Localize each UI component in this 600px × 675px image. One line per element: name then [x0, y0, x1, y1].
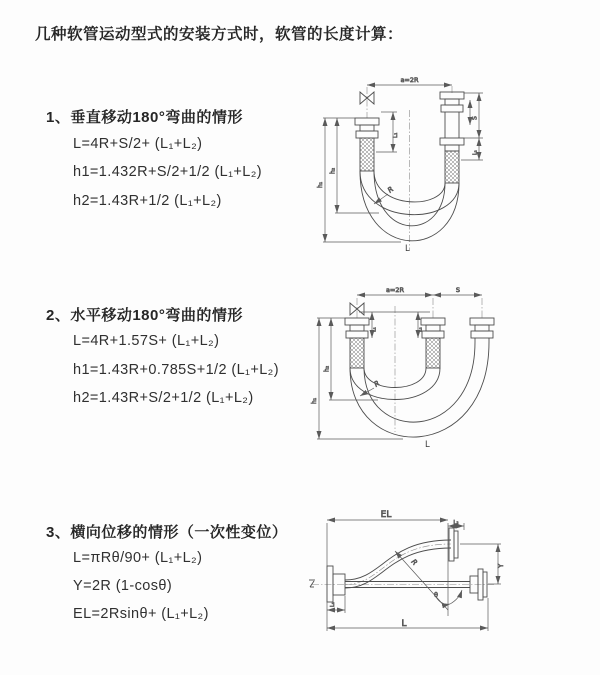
- middle-hose-fitting: [421, 318, 445, 368]
- dim-label-theta: θ: [434, 591, 438, 599]
- formula-line: L=4R+1.57S+ (L₁+L₂): [73, 333, 220, 349]
- dim-label-h2: h₂: [329, 167, 337, 174]
- dim-label-h2: h₂: [323, 365, 331, 372]
- left-hose-fitting: [355, 118, 379, 171]
- dim-label-l: L: [401, 619, 407, 629]
- formula-line: L=πRθ/90+ (L₁+L₂): [73, 550, 203, 566]
- dimension-a-2r: [357, 286, 433, 295]
- dimension-l1-fitting: [376, 112, 399, 152]
- dimension-s-stroke: [464, 93, 483, 138]
- dim-label-el: EL: [380, 510, 392, 520]
- upper-right-flange: [449, 528, 458, 561]
- dimension-l-total: [327, 598, 488, 631]
- dim-label-r: R: [409, 557, 419, 567]
- radius-leader: [360, 379, 381, 396]
- dim-label-l-total: L: [405, 244, 410, 254]
- dim-label-l2: L₂: [472, 150, 479, 155]
- dimension-y: [460, 544, 505, 584]
- section2-heading: 2、水平移动180°弯曲的情形: [46, 307, 243, 324]
- formula-line: h2=1.43R+S/2+1/2 (L₁+L₂): [73, 390, 254, 406]
- formula-line: h1=1.43R+0.785S+1/2 (L₁+L₂): [73, 362, 279, 378]
- hose-u-curves: [360, 171, 459, 241]
- dim-label-l2: L₂: [417, 327, 424, 332]
- formula-line: Y=2R (1-cosθ): [73, 578, 173, 594]
- formula-line: h2=1.43R+1/2 (L₁+L₂): [73, 193, 222, 209]
- dim-label-s: S: [455, 286, 461, 294]
- section3-heading: 3、横向位移的情形（一次性变位）: [46, 524, 288, 541]
- right-hose-fitting: [440, 92, 464, 183]
- left-hose-fitting: [345, 318, 369, 368]
- diagram-vertical-180-bend: [315, 72, 495, 262]
- right-hose-fitting: [470, 318, 494, 342]
- dim-label-l2: L₂: [453, 520, 459, 526]
- dim-label-r: R: [372, 379, 382, 389]
- dimension-h1: [317, 118, 401, 242]
- page-title: 几种软管运动型式的安装方式时，软管的长度计算：: [35, 26, 404, 43]
- dim-label-a2r: a=2R: [385, 286, 405, 294]
- dimension-s-stroke: [433, 286, 482, 295]
- dim-label-a2r: a=2R: [400, 76, 419, 84]
- dimension-l1-fitting: [359, 312, 430, 338]
- dimension-l1-fitting: [327, 596, 345, 613]
- radius-and-angle-annotation: [395, 551, 462, 610]
- dimension-a-2r: [367, 76, 452, 85]
- dim-label-h1: h₁: [311, 397, 318, 404]
- dim-label-h1: h₁: [317, 181, 324, 188]
- diagram-lateral-displacement: [298, 498, 513, 650]
- dim-label-r: R: [386, 185, 396, 195]
- dim-label-s: S: [471, 116, 479, 120]
- dimension-l2-fitting: [448, 520, 464, 530]
- formula-line: EL=2Rsinθ+ (L₁+L₂): [73, 606, 209, 622]
- formula-line: L=4R+S/2+ (L₁+L₂): [73, 136, 203, 152]
- formula-line: h1=1.432R+S/2+1/2 (L₁+L₂): [73, 164, 263, 180]
- centerline-break-mark: [309, 580, 315, 587]
- hose-s-curve: [345, 540, 451, 588]
- dim-label-l-total: L: [425, 440, 430, 450]
- dim-label-l1: L₁: [371, 327, 378, 332]
- dim-label-l1: L₁: [393, 132, 399, 138]
- left-flange: [327, 566, 345, 602]
- dim-label-y: Y: [497, 563, 505, 568]
- dimension-h1: [311, 318, 403, 439]
- dim-label-l1: L₁: [330, 602, 336, 607]
- diagram-horizontal-180-bend: [308, 282, 508, 454]
- centerlines: [357, 298, 482, 432]
- section1-heading: 1、垂直移动180°弯曲的情形: [46, 109, 243, 126]
